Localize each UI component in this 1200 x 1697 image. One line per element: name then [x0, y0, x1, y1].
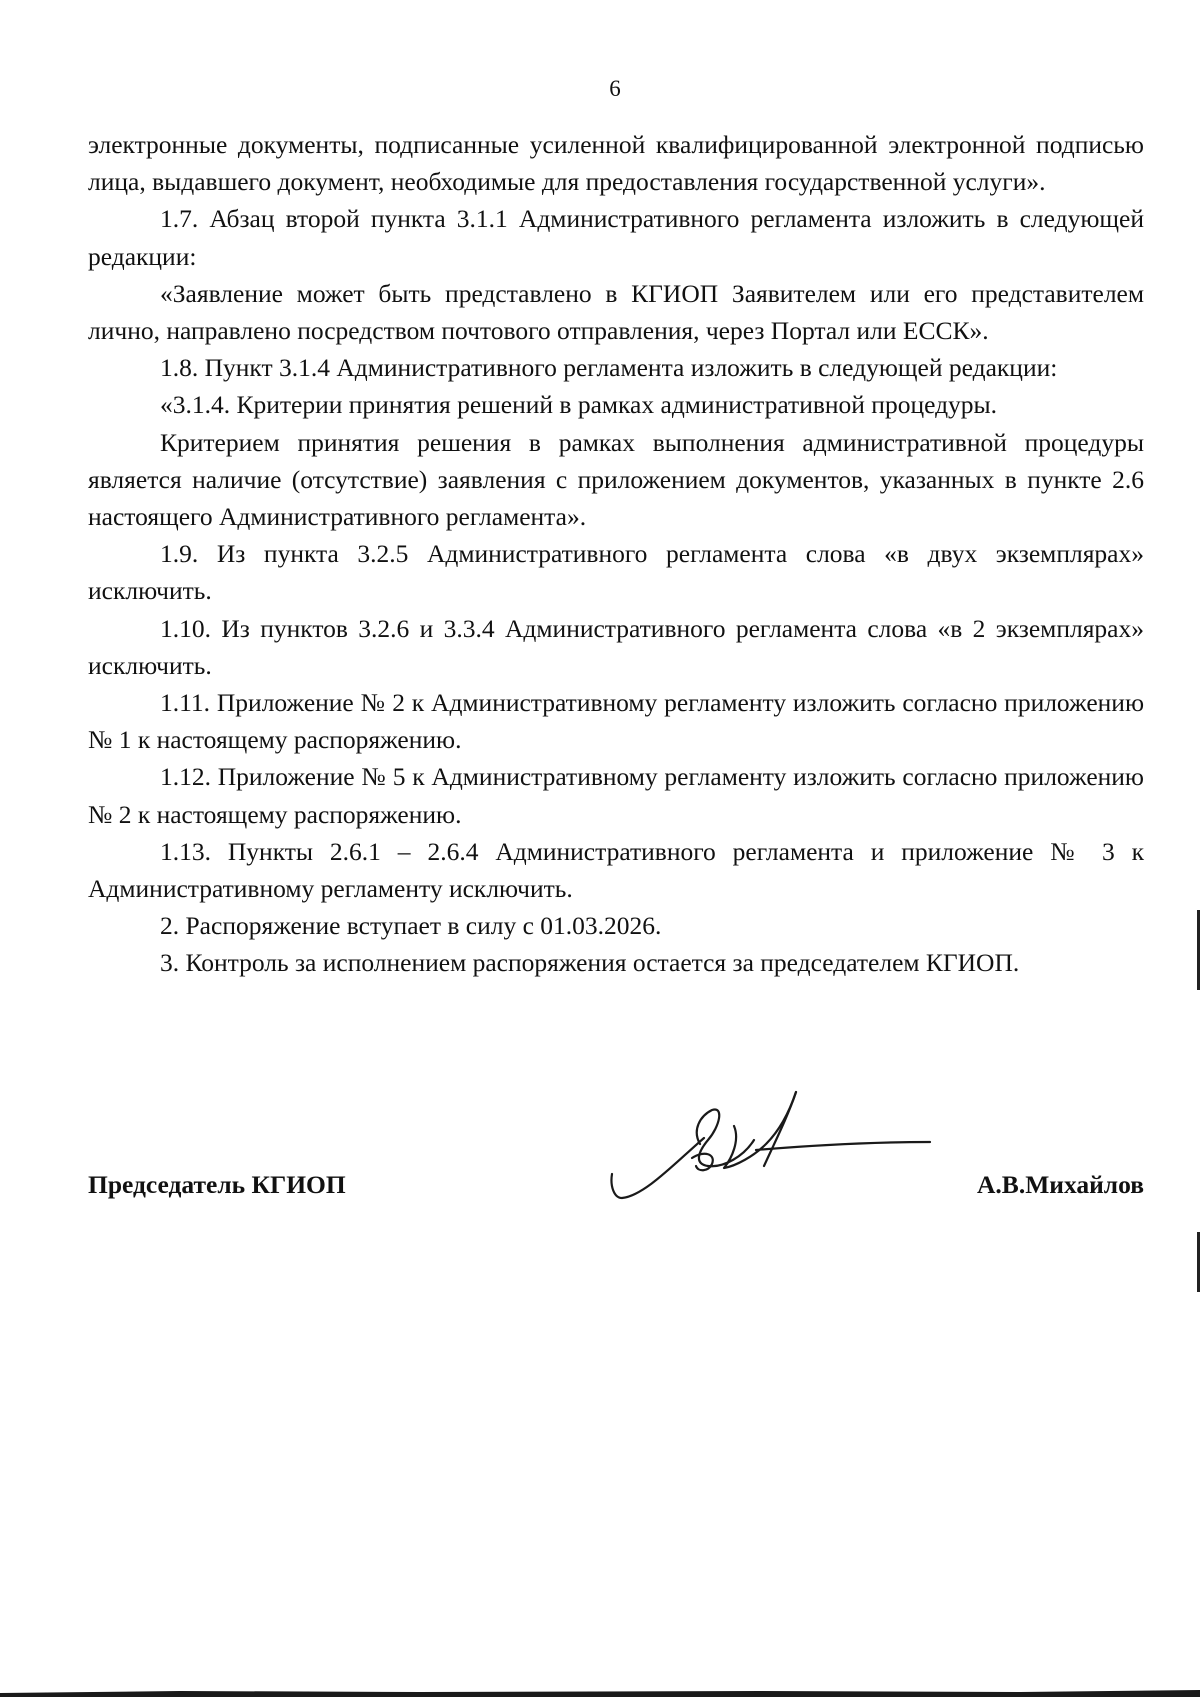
- signatory-title: Председатель КГИОП: [88, 1170, 346, 1199]
- handwritten-signature-icon: [604, 1086, 934, 1216]
- paragraph: 3. Контроль за исполнением распоряжения остается за председателем КГИОП.: [160, 948, 1020, 978]
- paragraph: 1.10. Из пунктов 3.2.6 и 3.3.4 Административного регламента слова «в 2 экземплярах» исключить.: [88, 613, 1144, 680]
- document-body: [88, 126, 1144, 982]
- paragraph: 1.9. Из пункта 3.2.5 Административного регламента слова «в двух экземплярах» исключить.: [88, 539, 1144, 606]
- paragraph: «Заявление может быть представлено в КГИОП Заявителем или его представителем лично, направлено посредством почтового отправления, через Портал или ЕССК».: [88, 278, 1144, 346]
- paragraph: «3.1.4. Критерии принятия решений в рамках административной процедуры.: [160, 390, 998, 420]
- paragraph: Критерием принятия решения в рамках выполнения административной процедуры является наличие (отсутствие) заявления с приложением документов, указанных в пункте 2.6 настоящего Административного регламента».: [88, 427, 1144, 532]
- scan-edge-bottom: [0, 1687, 1200, 1697]
- paragraph: 1.8. Пункт 3.1.4 Административного регламента изложить в следующей редакции:: [160, 353, 1058, 383]
- page-number: 6: [609, 76, 621, 101]
- paragraph: электронные документы, подписанные усиленной квалифицированной электронной подписью лица, выдавшего документ, необходимые для предоставления государственной услуги».: [88, 130, 1144, 197]
- paragraph: 1.7. Абзац второй пункта 3.1.1 Административного регламента изложить в следующей редакции:: [88, 204, 1144, 271]
- paragraph: 1.11. Приложение № 2 к Административному регламенту изложить согласно приложению № 1 к настоящему распоряжению.: [88, 688, 1144, 755]
- paragraph: 1.13. Пункты 2.6.1 – 2.6.4 Административного регламента и приложение № 3 к Административному регламенту исключить.: [88, 836, 1144, 904]
- signatory-name: А.В.Михайлов: [977, 1170, 1144, 1199]
- paragraph: 2. Распоряжение вступает в силу с 01.03.2026.: [160, 911, 662, 941]
- paragraph: 1.12. Приложение № 5 к Административному регламенту изложить согласно приложению № 2 к настоящему распоряжению.: [88, 762, 1144, 829]
